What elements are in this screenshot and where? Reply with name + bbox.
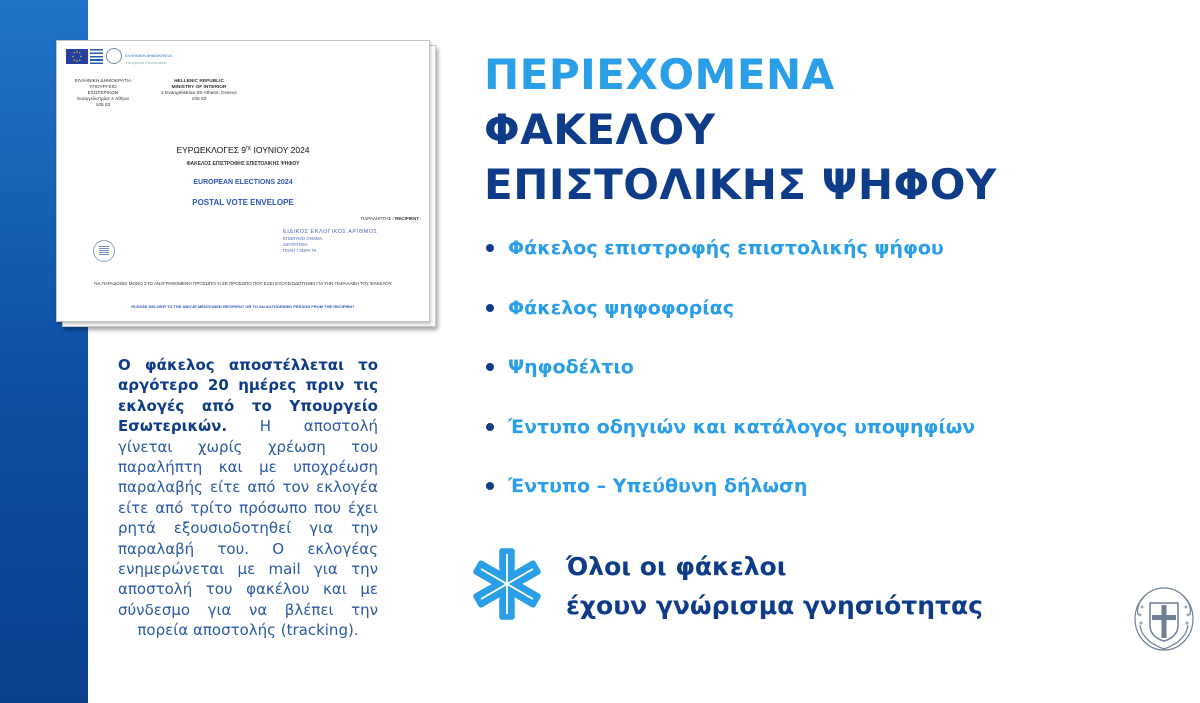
note-line-1: Όλοι οι φάκελοι — [566, 552, 787, 581]
note-line-2: έχουν γνώρισμα γνησιότητας — [566, 591, 983, 620]
envelope-title-english: EUROPEAN ELECTIONS 2024 — [193, 179, 293, 186]
title-line-1: ΠΕΡΙΕΧΟΜΕΝΑ — [484, 50, 835, 99]
contents-list — [484, 231, 975, 529]
greek-flag-icon — [90, 49, 103, 64]
recipient-fields: ΕΙΔΙΚΟΣ ΕΚΛΟΓΙΚΟΣ ΑΡΙΘΜΟΣ ΕΠΩΝΥΜΟ ΟΝΟΜΑ ΔΙΕΥΘΥΝΣΗ ΠΟΛΗ / ΧΩΡΑ ΤΚ — [283, 229, 378, 254]
delivery-note-greek: ΝΑ ΠΑΡΑΔΟΘΕΙ ΜΟΝΟ ΣΤΟ ΑΝΑΓΡΑΦΟΜΕΝΟ ΠΡΟΣΩΠΟ Ή ΣΕ ΠΡΟΣΩΠΟ ΠΟΥ ΕΧΕΙ ΕΞΟΥΣΙΟΔΟΤΗΘΕΙ ΓΙΑ ΤΗΝ ΠΑΡΑΛΑΒΗ ΤΟΥ ΦΑΚΕΛΟΥ — [94, 281, 392, 286]
bullet-dot-icon — [486, 304, 494, 312]
ministry-logo-line1: ΕΛΛΗΝΙΚΗ ΔΗΜΟΚΡΑΤΙΑ — [125, 53, 172, 58]
bullet-dot-icon — [486, 244, 494, 252]
hellenic-seal-icon — [106, 48, 122, 64]
ministry-logo-line2: Υπουργείο Εσωτερικών — [125, 60, 167, 65]
list-item: Φάκελος επιστροφής επιστολικής ψήφου — [484, 231, 975, 291]
title-line-2: ΦΑΚΕΛΟΥ — [484, 105, 716, 154]
list-item: Έντυπο οδηγιών και κατάλογος υποψηφίων — [484, 410, 975, 470]
eu-flag-icon — [66, 49, 88, 64]
envelope-subtitle-greek: ΦΑΚΕΛΟΣ ΕΠΙΣΤΡΟΦΗΣ ΕΠΙΣΤΟΛΙΚΗΣ ΨΗΦΟΥ — [186, 161, 300, 167]
description-bold-text: Ο φάκελος αποστέλλεται το αργότερο 20 ημέρες πριν τις εκλογές από το Υπουργείο Εσωτερικών. — [118, 356, 378, 436]
list-item: Ψηφοδέλτιο — [484, 350, 975, 410]
bullet-dot-icon — [486, 363, 494, 371]
list-item: Έντυπο – Υπεύθυνη δήλωση — [484, 469, 975, 529]
authenticity-note — [566, 547, 983, 625]
list-item: Φάκελος ψηφοφορίας — [484, 291, 975, 351]
description-normal-text: Η αποστολή γίνεται χωρίς χρέωση του παραλήπτη και με υποχρέωση παραλαβής είτε από τον εκλογέα είτε από τρίτο πρόσωπο που έχει ρητά εξουσιοδοτηθεί για την παραλαβή του. Ο εκλογέας ενημερώνεται με mail για την αποστολή του φακέλου και με σύνδεσμο για να βλέπει την πορεία αποστολής (tracking). — [118, 417, 378, 640]
sender-address-english: HELLENIC REPUBLIC MINISTRY OF INTERIOR 2 Evangelistrias Str Athens, Greece 105 63 — [161, 79, 237, 102]
bullet-dot-icon — [486, 423, 494, 431]
greek-coat-of-arms-icon — [1132, 585, 1196, 653]
envelope-description-paragraph — [118, 355, 378, 641]
page-title — [484, 47, 997, 212]
postal-envelope-image — [56, 40, 430, 322]
title-line-3: ΕΠΙΣΤΟΛΙΚΗΣ ΨΗΦΟΥ — [484, 160, 997, 209]
envelope-subtitle-english: POSTAL VOTE ENVELOPE — [192, 198, 294, 207]
sender-address-greek: ΕΛΛΗΝΙΚΗ ΔΗΜΟΚΡΑΤΙΑ ΥΠΟΥΡΓΕΙΟ ΕΣΩΤΕΡΙΚΩΝ Ευαγγελιστρίας 2 Αθήνα 105 63 — [74, 79, 132, 108]
envelope-title-greek: ΕΥΡΩΕΚΛΟΓΕΣ $9^{\eta\varsigma}$ ΙΟΥΝΙΟΥ 2024 — [176, 145, 310, 155]
envelope-seal-icon — [93, 240, 115, 262]
delivery-note-english: PLEASE DELIVER TO THE ABOVE MENTIONED RECIPIENT OR TO AN AUTHORISED PERSON FROM THE RECIPIENT — [131, 304, 355, 309]
bullet-dot-icon — [486, 482, 494, 490]
asterisk-star-icon — [468, 545, 546, 623]
recipient-label: ΠΑΡΑΛΗΠΤΗΣ / RECIPIENT — [361, 216, 419, 221]
